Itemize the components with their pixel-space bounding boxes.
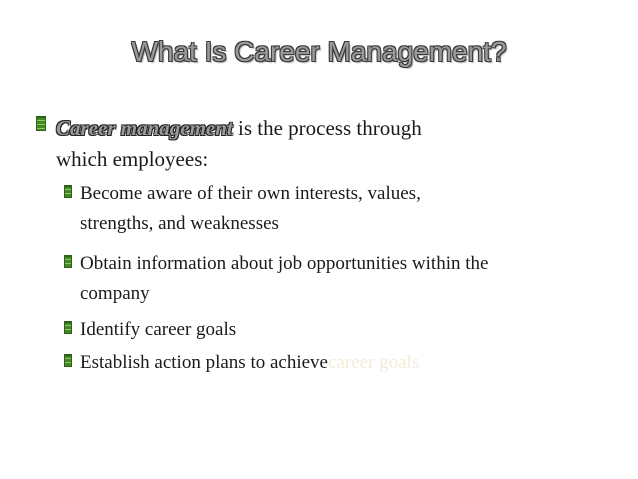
key-term: Career management bbox=[56, 116, 233, 140]
sub-point-3-line1: Identify career goals bbox=[80, 319, 237, 340]
sub-point-1-line2: strengths, and weaknesses bbox=[80, 213, 279, 234]
sub-point-2-line2: company bbox=[80, 283, 150, 304]
sub-bullet-icon bbox=[64, 321, 72, 334]
sub-point-1-line1: Become aware of their own interests, values, bbox=[80, 183, 421, 204]
sub-bullet-icon bbox=[64, 185, 72, 198]
sub-point-4-text: Establish action plans to achieve bbox=[80, 352, 328, 373]
bullet-icon bbox=[36, 116, 46, 131]
main-point-line1 bbox=[56, 113, 422, 144]
sub-bullet-icon bbox=[64, 354, 72, 367]
main-point-rest: is the process through bbox=[232, 116, 422, 140]
sub-point-4-faded-text: career goals bbox=[327, 352, 420, 373]
sub-point-2-line1: Obtain information about job opportunities within the bbox=[80, 253, 489, 274]
sub-point-4-line1 bbox=[80, 349, 419, 377]
slide-title: What Is Career Management? bbox=[131, 36, 507, 67]
sub-bullet-icon bbox=[64, 255, 72, 268]
main-point-line2: which employees: bbox=[56, 147, 209, 171]
